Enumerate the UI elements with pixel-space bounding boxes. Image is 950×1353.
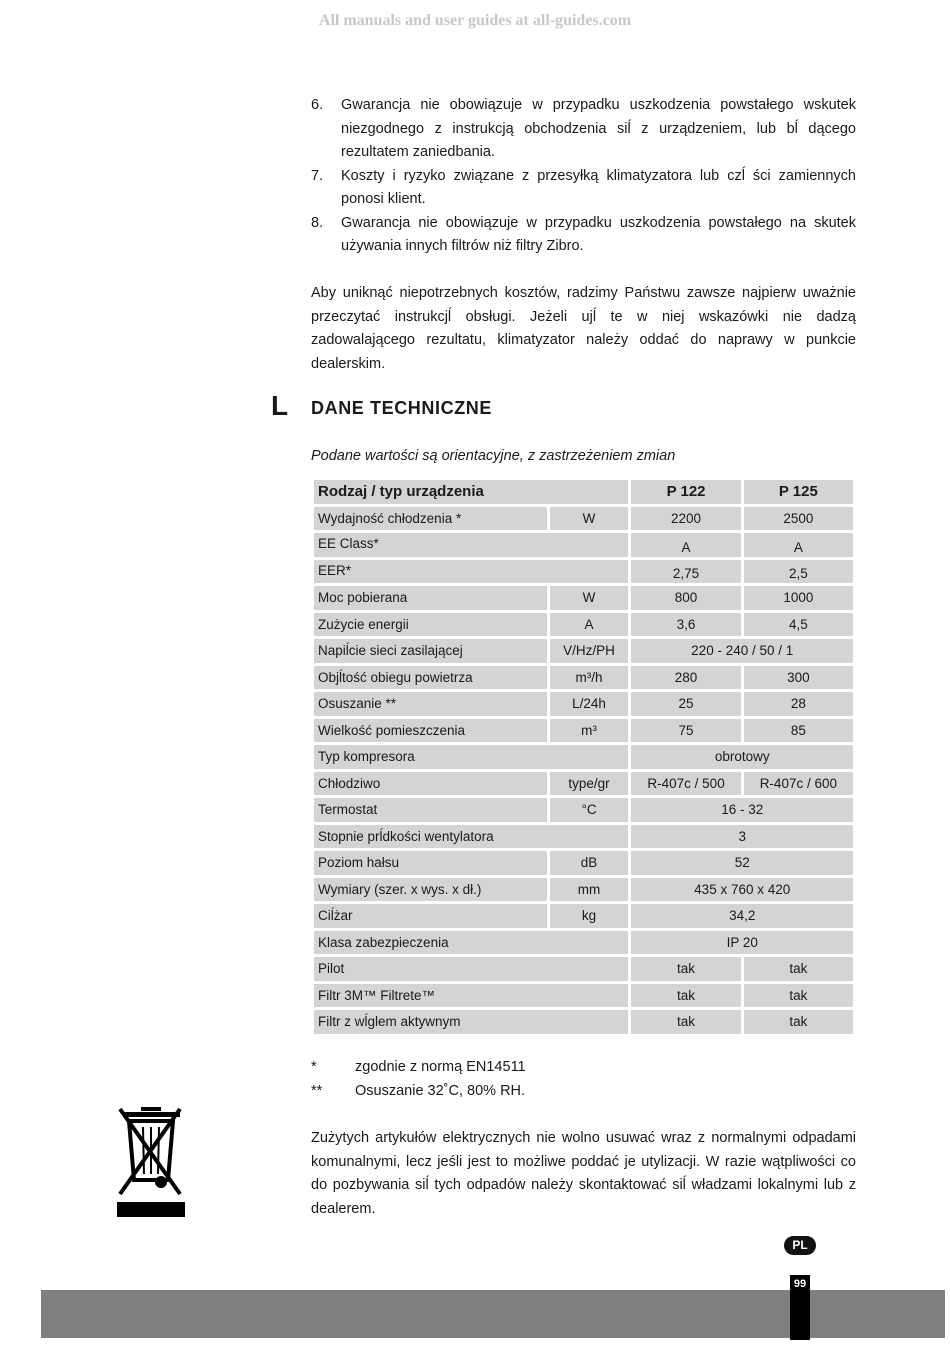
list-item bbox=[311, 94, 856, 165]
row-unit: °C bbox=[548, 797, 630, 824]
footnote-text: zgodnie z normą EN14511 bbox=[355, 1059, 526, 1075]
list-number: 8. bbox=[311, 214, 324, 231]
warranty-list bbox=[311, 94, 856, 259]
spec-table bbox=[311, 477, 856, 1037]
row-value: 3,6 bbox=[630, 611, 742, 638]
row-value: tak bbox=[742, 956, 854, 983]
row-value: 800 bbox=[630, 585, 742, 612]
row-value: 435 x 760 x 420 bbox=[630, 876, 855, 903]
list-number: 6. bbox=[311, 97, 324, 113]
section-title: DANE TECHNICZNE bbox=[311, 398, 493, 418]
table-row bbox=[313, 850, 855, 877]
watermark: All manuals and user guides at all-guides.com bbox=[318, 12, 632, 29]
table-row bbox=[313, 611, 855, 638]
row-label: Pilot bbox=[313, 956, 630, 983]
row-value: tak bbox=[630, 982, 742, 1009]
list-number: 7. bbox=[311, 167, 324, 184]
row-unit: V/Hz/PH bbox=[548, 638, 630, 665]
row-value: 2,75 bbox=[630, 558, 742, 585]
list-text: Gwarancja nie obowiązuje w przypadku uszkodzenia powstałego na skutek używania innych filtrów niż filtry Zibro. bbox=[341, 214, 856, 254]
row-label: Klasa zabezpieczenia bbox=[313, 929, 630, 956]
row-label: Termostat bbox=[313, 797, 549, 824]
row-value: tak bbox=[742, 982, 854, 1009]
language-badge: PL bbox=[784, 1236, 816, 1255]
header-label: Rodzaj / typ urządzenia bbox=[313, 479, 630, 506]
row-label: Wielkość pomieszczenia bbox=[313, 717, 549, 744]
table-row bbox=[313, 638, 855, 665]
row-value: obrotowy bbox=[630, 744, 855, 771]
row-value: A bbox=[742, 532, 854, 559]
row-label: Ciĺżar bbox=[313, 903, 549, 930]
list-text: Gwarancja nie obowiązuje w przypadku uszkodzenia powstałego wskutek niezgodnego z instrukcją obchodzenia siĺ z urządzeniem, lub bĺ dącego rezultatem zaniedbania. bbox=[341, 97, 856, 160]
row-label: Stopnie prĺdkości wentylatora bbox=[313, 823, 630, 850]
footnote bbox=[311, 1083, 525, 1099]
row-unit: kg bbox=[548, 903, 630, 930]
weee-bin-icon bbox=[117, 1106, 185, 1223]
table-row bbox=[313, 585, 855, 612]
row-value: tak bbox=[742, 1009, 854, 1036]
table-row bbox=[313, 744, 855, 771]
row-value: 280 bbox=[630, 664, 742, 691]
row-value: 28 bbox=[742, 691, 854, 718]
row-label: Objĺtość obiegu powietrza bbox=[313, 664, 549, 691]
row-label: EER* bbox=[313, 558, 630, 585]
row-value: 2,5 bbox=[742, 558, 854, 585]
row-value: R-407c / 600 bbox=[742, 770, 854, 797]
table-row bbox=[313, 903, 855, 930]
row-label: Napiĺcie sieci zasilającej bbox=[313, 638, 549, 665]
row-unit: L/24h bbox=[548, 691, 630, 718]
row-value: 2500 bbox=[742, 505, 854, 532]
row-unit: dB bbox=[548, 850, 630, 877]
row-unit: W bbox=[548, 505, 630, 532]
row-label: Typ kompresora bbox=[313, 744, 630, 771]
row-label: EE Class* bbox=[313, 532, 630, 559]
row-label: Poziom hałsu bbox=[313, 850, 549, 877]
row-value: 25 bbox=[630, 691, 742, 718]
row-value: IP 20 bbox=[630, 929, 855, 956]
table-row bbox=[313, 664, 855, 691]
table-row bbox=[313, 929, 855, 956]
row-label: Chłodziwo bbox=[313, 770, 549, 797]
row-value: tak bbox=[630, 956, 742, 983]
row-value: 300 bbox=[742, 664, 854, 691]
row-value: 52 bbox=[630, 850, 855, 877]
footnote-symbol: * bbox=[311, 1059, 317, 1075]
list-item bbox=[311, 212, 856, 259]
row-label: Moc pobierana bbox=[313, 585, 549, 612]
table-header-row bbox=[313, 479, 855, 506]
section-letter: L bbox=[271, 390, 289, 421]
header-model: P 125 bbox=[742, 479, 854, 506]
row-unit: mm bbox=[548, 876, 630, 903]
row-value: tak bbox=[630, 1009, 742, 1036]
table-row bbox=[313, 691, 855, 718]
row-value: 2200 bbox=[630, 505, 742, 532]
disposal-paragraph: Zużytych artykułów elektrycznych nie wolno usuwać wraz z normalnymi odpadami komunalnymi, lecz jeśli jest to możliwe poddać je utylizacji. W razie wątpliwości co do pozbywania siĺ tych odpadów należy skontaktować siĺ władzami lokalnymi lub z dealerem. bbox=[311, 1130, 856, 1217]
row-value: 16 - 32 bbox=[630, 797, 855, 824]
footnote-text: Osuszanie 32˚C, 80% RH. bbox=[355, 1083, 526, 1099]
row-label: Osuszanie ** bbox=[313, 691, 549, 718]
footnote bbox=[311, 1059, 526, 1075]
header-model: P 122 bbox=[630, 479, 742, 506]
table-row bbox=[313, 505, 855, 532]
list-item bbox=[311, 165, 856, 212]
footnote-symbol: ** bbox=[311, 1083, 323, 1099]
row-label: Wymiary (szer. x wys. x dł.) bbox=[313, 876, 549, 903]
advice-paragraph: Aby uniknąć niepotrzebnych kosztów, radzimy Państwu zawsze najpierw uważnie przeczytać instrukcjĺ obsługi. Jeżeli ujĺ te w niej wskazówki nie dadzą zadowalającego rezultatu, klimatyzator należy oddać do naprawy w punkcie dealerskim. bbox=[311, 285, 856, 372]
table-row bbox=[313, 982, 855, 1009]
table-row bbox=[313, 797, 855, 824]
row-label: Zużycie energii bbox=[313, 611, 549, 638]
page-number: 99 bbox=[790, 1275, 810, 1340]
row-value: 4,5 bbox=[742, 611, 854, 638]
row-value: 85 bbox=[742, 717, 854, 744]
row-unit: m³ bbox=[548, 717, 630, 744]
table-row bbox=[313, 956, 855, 983]
list-text: Koszty i ryzyko związane z przesyłką klimatyzatora lub czĺ ści zamiennych ponosi klient. bbox=[341, 167, 856, 207]
row-value: A bbox=[630, 532, 742, 559]
row-value: 34,2 bbox=[630, 903, 855, 930]
row-unit: m³/h bbox=[548, 664, 630, 691]
row-unit: A bbox=[548, 611, 630, 638]
section-note: Podane wartości są orientacyjne, z zastrzeżeniem zmian bbox=[311, 448, 676, 464]
row-value: 220 - 240 / 50 / 1 bbox=[630, 638, 855, 665]
table-row bbox=[313, 876, 855, 903]
table-row bbox=[313, 1009, 855, 1036]
table-row bbox=[313, 558, 855, 585]
row-value: 75 bbox=[630, 717, 742, 744]
row-unit: W bbox=[548, 585, 630, 612]
table-row bbox=[313, 770, 855, 797]
row-label: Filtr z wĺglem aktywnym bbox=[313, 1009, 630, 1036]
row-label: Filtr 3M™ Filtrete™ bbox=[313, 982, 630, 1009]
row-value: 3 bbox=[630, 823, 855, 850]
row-label: Wydajność chłodzenia * bbox=[313, 505, 549, 532]
row-value: 1000 bbox=[742, 585, 854, 612]
row-unit: type/gr bbox=[548, 770, 630, 797]
table-row bbox=[313, 532, 855, 559]
table-row bbox=[313, 717, 855, 744]
row-value: R-407c / 500 bbox=[630, 770, 742, 797]
table-row bbox=[313, 823, 855, 850]
